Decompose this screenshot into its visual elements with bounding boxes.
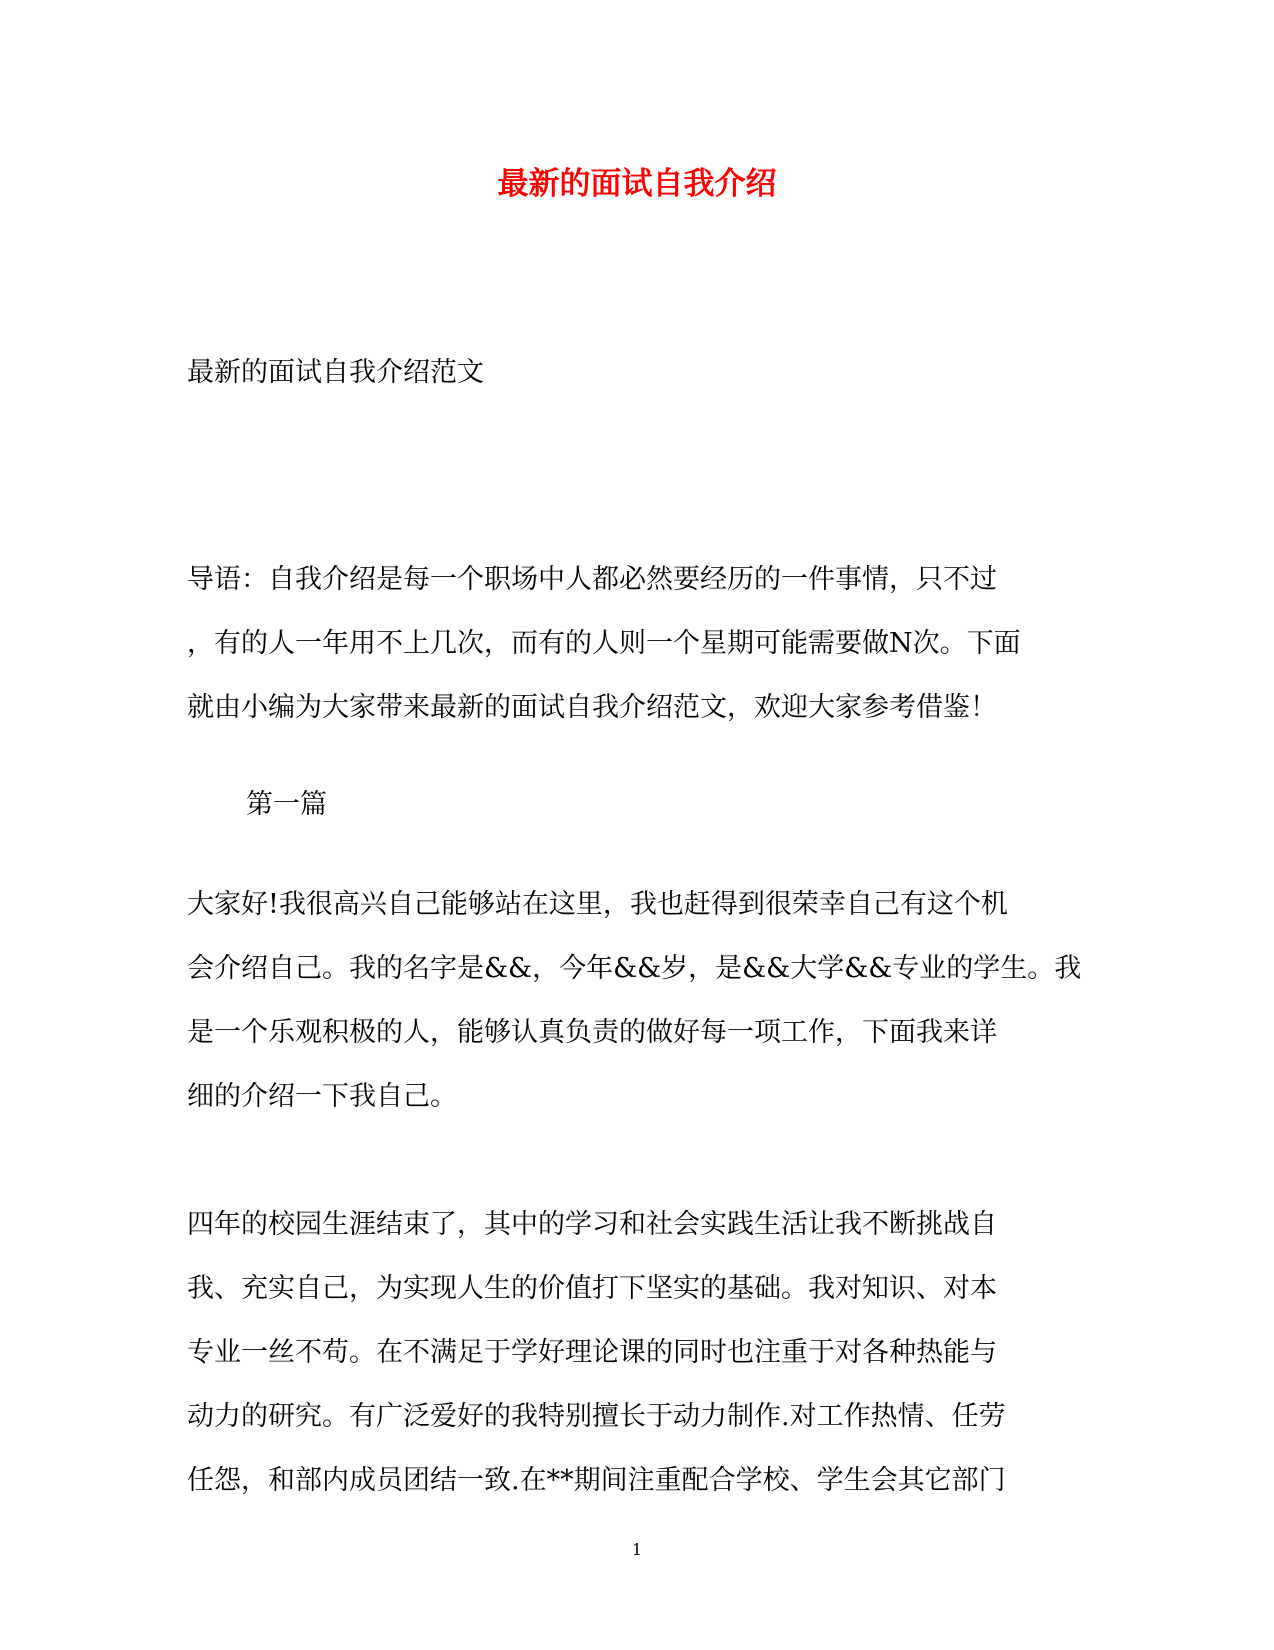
intro-line: ，有的人一年用不上几次，而有的人则一个星期可能需要做N次。下面	[187, 628, 1021, 659]
body-paragraph-1	[187, 873, 1087, 1129]
paragraph-line: 动力的研究。有广泛爱好的我特别擅长于动力制作.对工作热情、任劳	[187, 1401, 1006, 1432]
intro-line: 就由小编为大家带来最新的面试自我介绍范文，欢迎大家参考借鉴！	[187, 692, 997, 723]
paragraph-line: 我、充实自己，为实现人生的价值打下坚实的基础。我对知识、对本	[187, 1273, 997, 1304]
paragraph-line: 专业一丝不苟。在不满足于学好理论课的同时也注重于对各种热能与	[187, 1337, 997, 1368]
intro-paragraph	[187, 548, 1087, 740]
document-title: 最新的面试自我介绍	[497, 166, 777, 202]
section-heading: 第一篇	[246, 789, 327, 820]
intro-line: 导语：自我介绍是每一个职场中人都必然要经历的一件事情，只不过	[187, 564, 997, 595]
paragraph-line: 是一个乐观积极的人，能够认真负责的做好每一项工作，下面我来详	[187, 1017, 997, 1048]
paragraph-line: 四年的校园生涯结束了，其中的学习和社会实践生活让我不断挑战自	[187, 1209, 997, 1240]
paragraph-line: 大家好!我很高兴自己能够站在这里，我也赶得到很荣幸自己有这个机	[187, 889, 1008, 920]
paragraph-line: 细的介绍一下我自己。	[187, 1081, 457, 1112]
body-paragraph-2	[187, 1193, 1087, 1513]
page-number: 1	[631, 1540, 643, 1559]
paragraph-line: 任怨，和部内成员团结一致.在**期间注重配合学校、学生会其它部门	[187, 1465, 1006, 1496]
document-subtitle: 最新的面试自我介绍范文	[187, 357, 484, 388]
paragraph-line: 会介绍自己。我的名字是&&，今年&&岁，是&&大学&&专业的学生。我	[187, 953, 1082, 984]
